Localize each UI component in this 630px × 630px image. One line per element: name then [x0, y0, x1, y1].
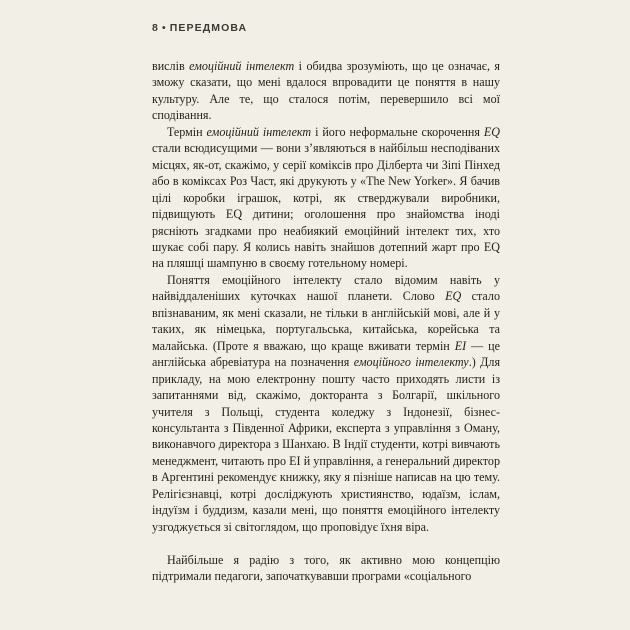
term-emotional-intelligence-3: емоційного інтелекту — [353, 355, 469, 370]
page-number: 8 — [152, 22, 159, 34]
term-eq-2: EQ — [445, 289, 462, 304]
paragraph-3: Поняття емоційного інтелекту стало відомим навіть у найвіддаленіших куточках нашої планети. Слово EQ стало впізнаваним, як мені сказали, не тільки в англійській мові, але й у таких, як німецька, португальська, китайська, корейська та малайська. (Проте я вважаю, що краще вживати термін EI — це англійська абревіатура на позначення емоційного інтелекту.) Для прикладу, на мою електронну пошту часто приходять листи із запитаннями від, скажімо, докторанта з Болгарії, шкільного учителя з Польщі, студента коледжу з Індонезії, бізнес-консультанта з Південної Африки, експерта з управління з Оману, виконавчого директора з Шанхаю. В Індії студенти, котрі вивчають менеджмент, читають про EI й управління, а генеральний директор в Аргентині рекомендує книжку, яку я пізніше написав на цю тему. Релігієзнавці, котрі досліджують християнство, юдаїзм, іслам, індуїзм і буддизм, казали мені, що поняття емоційного інтелекту узгоджується зі світоглядом, що проповідує їхня віра. — [152, 272, 501, 534]
term-emotional-intelligence-2: емоційний інтелект — [206, 124, 312, 139]
term-eq: EQ — [483, 124, 500, 139]
term-emotional-intelligence: емоційний інтелект — [189, 59, 295, 73]
page-body — [152, 58, 500, 584]
paragraph-4: Найбільше я радію з того, як активно мою концепцію підтримали педагоги, започаткувавши програми «соціального — [152, 552, 500, 584]
paragraph-1: вислів емоційний інтелект і обидва зрозуміють, що це означає, я зможу сказати, що мені вдалося впровадити це поняття в нашу культуру. Але те, що сталося потім, перевершило всі мої сподівання. — [152, 59, 500, 123]
page-header — [152, 22, 247, 34]
paragraph-2: Термін емоційний інтелект і його неформальне скорочення EQ стали всюдисущими — вони з’являються в найбільш несподіваних місцях, як-от, скажімо, у серії коміксів про Ділберта чи Зіпі Пінхед або в коміксах Роз Част, які друкують у «The New Yorker». Я бачив цілі коробки іграшок, котрі, як стверджували виробники, підвищують EQ дитини; оголошення про знайомства іноді рясніють згадками про неабиякий емоційний інтелект тих, хто шукає собі пару. Я колись навіть знайшов дотепний жарт про EQ на пляшці шампуню в своєму готельному номері. — [152, 124, 500, 271]
header-bullet: • — [161, 22, 167, 34]
term-ei: EI — [454, 338, 467, 353]
header-section-title: ПЕРЕДМОВА — [169, 22, 248, 34]
